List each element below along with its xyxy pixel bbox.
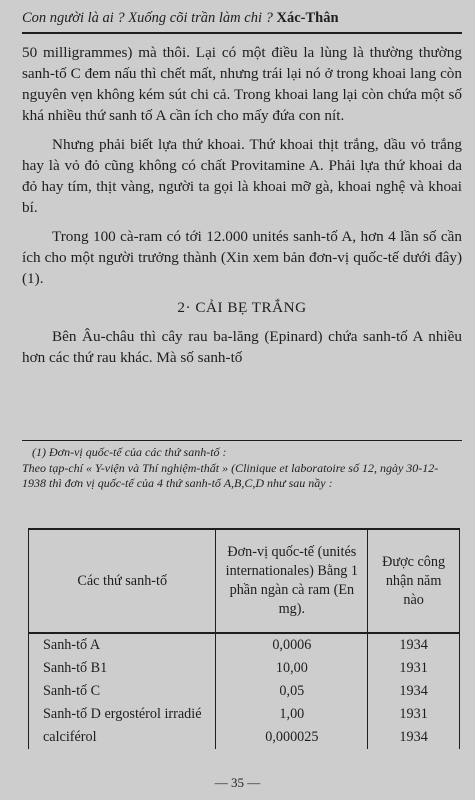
table-row <box>29 703 460 726</box>
running-header <box>22 10 462 27</box>
column-header-year: Được công nhận năm nào <box>368 529 460 633</box>
year-value: 1934 <box>368 633 460 657</box>
unit-value: 1,00 <box>216 703 368 726</box>
page-number: — 35 — <box>214 775 261 790</box>
unit-value: 10,00 <box>216 657 368 680</box>
vitamin-units-table <box>28 528 460 749</box>
table-row <box>29 633 460 657</box>
footnote-text: Theo tạp-chí « Y-viện và Thí nghiệm-thất » (Clinique et laboratoire số 12, ngày 30-12-1938 thì đơn vị quốc-tế của 4 thứ sanh-tố A,B,C,D như sau nầy : <box>22 460 439 490</box>
unit-value: 0,0006 <box>216 633 368 657</box>
year-value: 1931 <box>368 657 460 680</box>
header-title: Con người là ai ? Xuống cõi trần làm chi ? <box>22 10 273 26</box>
table-row <box>29 726 460 749</box>
footnote <box>22 445 462 492</box>
vitamin-name: Sanh-tố C <box>29 680 216 703</box>
vitamin-name: Sanh-tố D ergostérol irradié <box>29 703 216 726</box>
paragraph-1: 50 milligrammes) mà thôi. Lại có một điều la lùng là thường thường sanh-tố C đem nấu thì chết mất, nhưng trái lại nó ở trong khoai lang còn nguyên vẹn không kém sút chi cả. Trong khoai lang lại còn chứa một số khá nhiều thứ sanh tố A cần ích cho mấy đứa con nít. <box>22 44 462 124</box>
table-row <box>29 680 460 703</box>
year-value: 1934 <box>368 680 460 703</box>
paragraph-4: Bên Âu-châu thì cây rau ba-lăng (Epinard) chứa sanh-tố A nhiều hơn các thứ rau khác. Mà số sanh-tố <box>22 328 462 366</box>
footnote-rule <box>22 440 462 441</box>
column-header-vitamin: Các thứ sanh-tố <box>29 529 216 633</box>
vitamin-name: Sanh-tố B1 <box>29 657 216 680</box>
unit-value: 0,05 <box>216 680 368 703</box>
year-value: 1934 <box>368 726 460 749</box>
table-row <box>29 657 460 680</box>
paragraph-2: Nhưng phải biết lựa thứ khoai. Thứ khoai thịt trắng, dầu vỏ trắng hay là vỏ đỏ cũng không có chất Provitamine A. Phải lựa thứ khoai da đỏ hay tím, thịt vàng, người ta gọi là khoai mỡ gà, khoai nghệ và khoai bí. <box>22 136 462 216</box>
table-header-row <box>29 529 460 633</box>
unit-value: 0,000025 <box>216 726 368 749</box>
footnote-heading: (1) Đơn-vị quốc-tế của các thứ sanh-tố : <box>32 445 227 459</box>
body-text <box>22 42 462 376</box>
header-section: Xác-Thân <box>276 10 339 26</box>
column-header-unit: Đơn-vị quốc-tế (unités internationales) Bằng 1 phần ngàn cà ram (En mg). <box>216 529 368 633</box>
vitamin-name: calciférol <box>29 726 216 749</box>
year-value: 1931 <box>368 703 460 726</box>
vitamin-name: Sanh-tố A <box>29 633 216 657</box>
header-rule <box>22 32 462 34</box>
section-title: 2· CẢI BẸ TRẮNG <box>177 299 307 316</box>
paragraph-3: Trong 100 cà-ram có tới 12.000 unités sanh-tố A, hơn 4 lần số cần ích cho một người trưởng thành (Xin xem bản đơn-vị quốc-tế dưới đây) (1). <box>22 228 462 287</box>
